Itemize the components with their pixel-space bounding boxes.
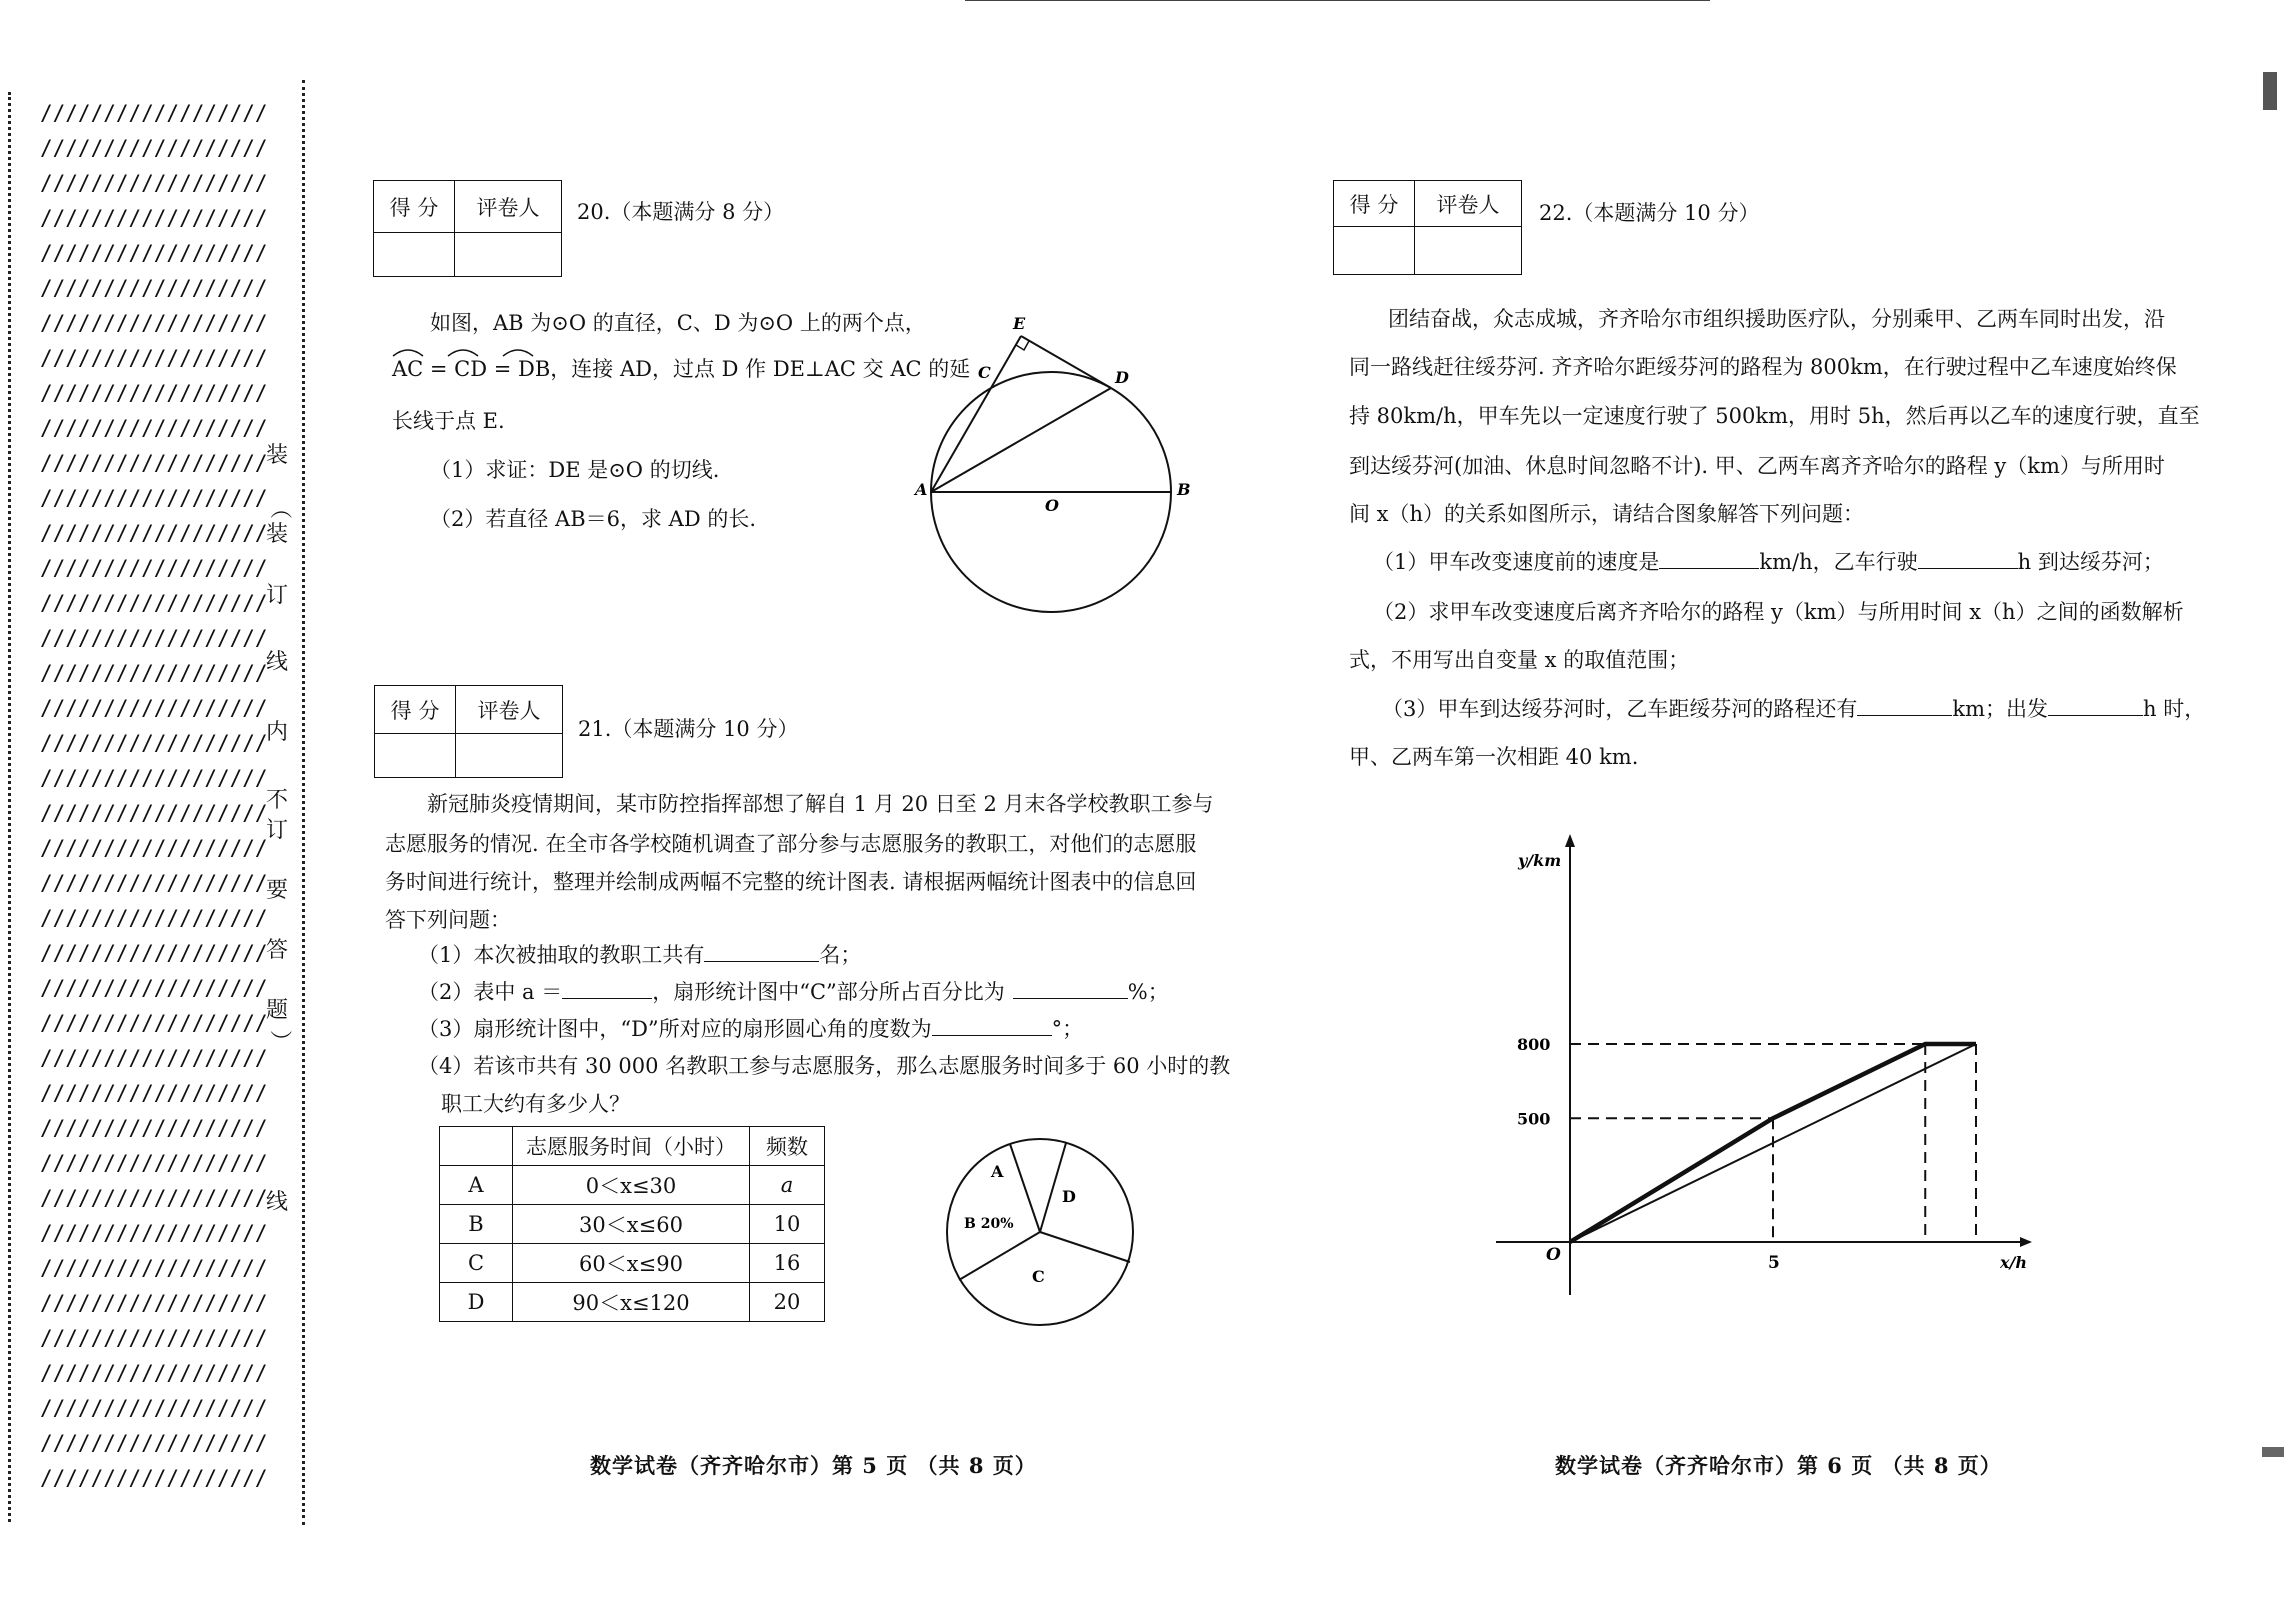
score-label: 得 分 [1334,181,1415,227]
slash-row: ////////////////// [40,451,268,475]
q21-answer-blank-1[interactable] [704,941,819,962]
q20-stem-line3: 长线于点 E. [392,409,505,433]
q20-circle-figure [905,305,1225,625]
q22-part1 [1373,546,2164,576]
slash-row: ////////////////// [40,591,268,615]
slash-row: ////////////////// [40,661,268,685]
q21-answer-blank-2[interactable] [562,978,652,999]
slash-row: ////////////////// [40,836,268,860]
q22-stem-line4: 到达绥芬河(加油、休息时间忽略不计). 甲、乙两车离齐齐哈尔的路程 y（km）与所用时 [1349,454,2165,478]
grader-label: 评卷人 [1415,181,1522,227]
table-row [440,1283,825,1322]
q21-part1-text-b: 名； [819,943,862,967]
slash-row: ////////////////// [40,976,268,1000]
q20-stem-line1: 如图，AB 为⊙O 的直径，C、D 为⊙O 上的两个点， [430,311,926,335]
seal-char: 要 [266,878,289,903]
table-cell: a [750,1166,825,1205]
grader-label: 评卷人 [455,181,562,233]
scan-mark-bottom [2262,1447,2284,1457]
label-e: E [1013,314,1026,333]
pie-label-a: A [991,1162,1004,1181]
seal-char: （ [267,496,293,520]
label-b: B [1177,480,1191,499]
score-label: 得 分 [375,686,456,734]
q22-part3-line2: 甲、乙两车第一次相距 40 km. [1349,745,1639,769]
score-cell[interactable] [1334,227,1415,275]
table-header-row [440,1127,825,1166]
slash-row: ////////////////// [40,521,268,545]
label-a: A [915,480,928,499]
footer-page-6: 数学试卷（齐齐哈尔市）第 6 页 （共 8 页） [1555,1453,2002,1478]
pie-label-c: C [1032,1267,1045,1286]
slash-row: ////////////////// [40,1151,268,1175]
slash-row: ////////////////// [40,766,268,790]
score-label: 得 分 [374,181,455,233]
table-header-cell: 志愿服务时间（小时） [513,1127,750,1166]
grader-cell[interactable] [455,233,562,277]
seal-char: 线 [266,1190,289,1215]
q21-stem-line4: 答下列问题： [385,908,511,932]
x-tick-label: 5 [1768,1253,1780,1273]
slash-row: ////////////////// [40,311,268,335]
q21-part3 [418,1013,1083,1043]
q21-part3-text-b: °； [1051,1017,1084,1041]
seal-char: 线 [266,650,289,675]
slash-row: ////////////////// [40,1046,268,1070]
slash-row: ////////////////// [40,1116,268,1140]
slash-row: ////////////////// [40,1466,268,1490]
pie-label-d: D [1062,1187,1076,1206]
q21-stem-line2: 志愿服务的情况. 在全市各学校随机调查了部分参与志愿服务的教职工，对他们的志愿服 [385,832,1197,856]
q21-frequency-table [439,1126,825,1322]
slash-row: ////////////////// [40,486,268,510]
slash-row: ////////////////// [40,171,268,195]
q21-score-box [374,685,563,778]
x-axis-label: x/h [2000,1253,2028,1272]
slash-row: ////////////////// [40,1291,268,1315]
label-d: D [1115,368,1129,387]
q21-stem-line1: 新冠肺炎疫情期间，某市防控指挥部想了解自 1 月 20 日至 2 月末各学校教职工参与 [427,792,1214,816]
table-row [440,1205,825,1244]
slash-row: ////////////////// [40,241,268,265]
slash-row: ////////////////// [40,1186,268,1210]
q21-part2-text-a: （2）表中 a ＝ [418,980,563,1004]
chord-ad [931,388,1111,492]
q22-stem-line1: 团结奋战，众志成城，齐齐哈尔市组织援助医疗队，分别乘甲、乙两车同时出发，沿 [1388,307,2165,331]
table-cell: 20 [750,1283,825,1322]
origin-label: O [1546,1245,1561,1265]
slash-row: ////////////////// [40,1396,268,1420]
q20-heading: 20.（本题满分 8 分） [577,200,785,224]
table-row [440,1166,825,1205]
slash-row: ////////////////// [40,1361,268,1385]
q20-score-box [373,180,562,277]
chord-ac [931,388,991,492]
binding-slash-column [40,96,270,1496]
q21-part4-line2: 职工大约有多少人？ [441,1092,630,1116]
q22-part1-text-b: km/h，乙车行驶 [1759,550,1918,574]
score-cell[interactable] [375,734,456,778]
q21-part4-line1: （4）若该市共有 30 000 名教职工参与志愿服务，那么志愿服务时间多于 60 小时的教 [418,1054,1231,1078]
binding-dotted-line [302,80,305,1525]
seal-char: ） [267,1029,293,1053]
q21-answer-blank-4[interactable] [932,1015,1052,1036]
arc-symbols [390,344,570,358]
slash-row: ////////////////// [40,1326,268,1350]
q21-part3-text-a: （3）扇形统计图中，“D”所对应的扇形圆心角的度数为 [418,1017,932,1041]
grader-cell[interactable] [1415,227,1522,275]
q22-line-graph [1480,820,2040,1300]
q22-part1-text-a: （1）甲车改变速度前的速度是 [1373,550,1660,574]
slash-row: ////////////////// [40,416,268,440]
seal-char: 装 [266,522,289,547]
table-cell: A [440,1166,513,1205]
y-axis-arrow [1565,834,1575,847]
pie-label-b: B 20% [964,1216,1014,1232]
slash-row: ////////////////// [40,276,268,300]
slash-row: ////////////////// [40,136,268,160]
seal-char: 答 [266,938,289,963]
q21-part1-text-a: （1）本次被抽取的教职工共有 [418,943,705,967]
q21-stem-line3: 务时间进行统计，整理并绘制成两幅不完整的统计图表. 请根据两幅统计图表中的信息回 [385,870,1197,894]
q22-part3 [1382,693,2205,723]
slash-row: ////////////////// [40,731,268,755]
slash-row: ////////////////// [40,1081,268,1105]
q20-part2: （2）若直径 AB＝6，求 AD 的长. [430,507,757,531]
pie-divider [1010,1144,1040,1232]
y-axis-label: y/km [1518,851,1562,870]
table-cell: 30＜x≤60 [513,1205,750,1244]
y-tick-label: 800 [1517,1035,1551,1054]
slash-row: ////////////////// [40,346,268,370]
label-o: O [1045,496,1059,515]
tangent-de [1021,336,1111,388]
pie-divider [1040,1232,1130,1262]
scan-top-line [965,0,1710,1]
q20-part1: （1）求证：DE 是⊙O 的切线. [430,458,720,482]
q21-part2 [418,976,1169,1006]
table-cell: C [440,1244,513,1283]
slash-row: ////////////////// [40,556,268,580]
grader-label: 评卷人 [456,686,563,734]
slash-row: ////////////////// [40,101,268,125]
seal-char: 不 [266,788,289,813]
x-axis-arrow [2020,1237,2032,1247]
table-cell: 0＜x≤30 [513,1166,750,1205]
scan-mark-top [2263,72,2277,110]
q22-answer-blank-2[interactable] [1918,548,2018,569]
margin-dotted-left [8,92,11,1522]
q22-stem-line3: 持 80km/h，甲车先以一定速度行驶了 500km，用时 5h，然后再以乙车的速度行驶，直至 [1349,404,2200,428]
y-tick-label: 500 [1517,1109,1551,1129]
slash-row: ////////////////// [40,1011,268,1035]
q21-pie-chart [930,1122,1150,1342]
q22-heading: 22.（本题满分 10 分） [1539,201,1760,225]
slash-row: ////////////////// [40,626,268,650]
q21-answer-blank-3[interactable] [1013,978,1128,999]
q22-answer-blank-1[interactable] [1659,548,1759,569]
table-cell: 60＜x≤90 [513,1244,750,1283]
seal-char: 装 [266,443,289,468]
table-cell: 10 [750,1205,825,1244]
seal-char: 内 [266,720,289,745]
grader-cell[interactable] [456,734,563,778]
slash-row: ////////////////// [40,381,268,405]
q22-answer-blank-3[interactable] [1857,695,1952,716]
q22-stem-line5: 间 x（h）的关系如图所示，请结合图象解答下列问题： [1349,502,1865,526]
q22-part3-text-b: km；出发 [1952,697,2048,721]
q22-part2-line1: （2）求甲车改变速度后离齐齐哈尔的路程 y（km）与所用时间 x（h）之间的函数解析 [1373,600,2184,624]
slash-row: ////////////////// [40,941,268,965]
q22-stem-line2: 同一路线赶往绥芬河. 齐齐哈尔距绥芬河的路程为 800km，在行驶过程中乙车速度始终保 [1349,355,2177,379]
label-c: C [978,363,991,382]
q21-part2-text-c: %； [1127,980,1169,1004]
table-cell: 16 [750,1244,825,1283]
slash-row: ////////////////// [40,801,268,825]
table-header-cell: 频数 [750,1127,825,1166]
q22-part1-text-c: h 到达绥芬河； [2017,550,2164,574]
slash-row: ////////////////// [40,206,268,230]
table-cell: B [440,1205,513,1244]
slash-row: ////////////////// [40,1221,268,1245]
q20-stem-line2-text: AC = CD = DB，连接 AD，过点 D 作 DE⊥AC 交 AC 的延 [392,357,971,381]
q22-part3-text-c: h 时， [2143,697,2206,721]
slash-row: ////////////////// [40,871,268,895]
table-row [440,1244,825,1283]
slash-row: ////////////////// [40,906,268,930]
slash-row: ////////////////// [40,1431,268,1455]
slash-row: ////////////////// [40,696,268,720]
table-header-cell [440,1127,513,1166]
footer-page-5: 数学试卷（齐齐哈尔市）第 5 页 （共 8 页） [590,1453,1037,1478]
table-cell: 90＜x≤120 [513,1283,750,1322]
q22-part2-line2: 式，不用写出自变量 x 的取值范围； [1349,648,1690,672]
score-cell[interactable] [374,233,455,277]
slash-row: ////////////////// [40,1256,268,1280]
q22-answer-blank-4[interactable] [2048,695,2143,716]
seal-char: 订 [266,583,289,608]
q21-part1 [418,939,861,969]
q22-score-box [1333,180,1522,275]
table-cell: D [440,1283,513,1322]
q21-heading: 21.（本题满分 10 分） [578,717,799,741]
seal-char: 题 [266,998,289,1023]
pie-divider [959,1232,1040,1280]
q21-part2-text-b: ，扇形统计图中“C”部分所占百分比为 [652,980,1005,1004]
q22-part3-text-a: （3）甲车到达绥芬河时，乙车距绥芬河的路程还有 [1382,697,1858,721]
seal-char: 订 [266,818,289,843]
